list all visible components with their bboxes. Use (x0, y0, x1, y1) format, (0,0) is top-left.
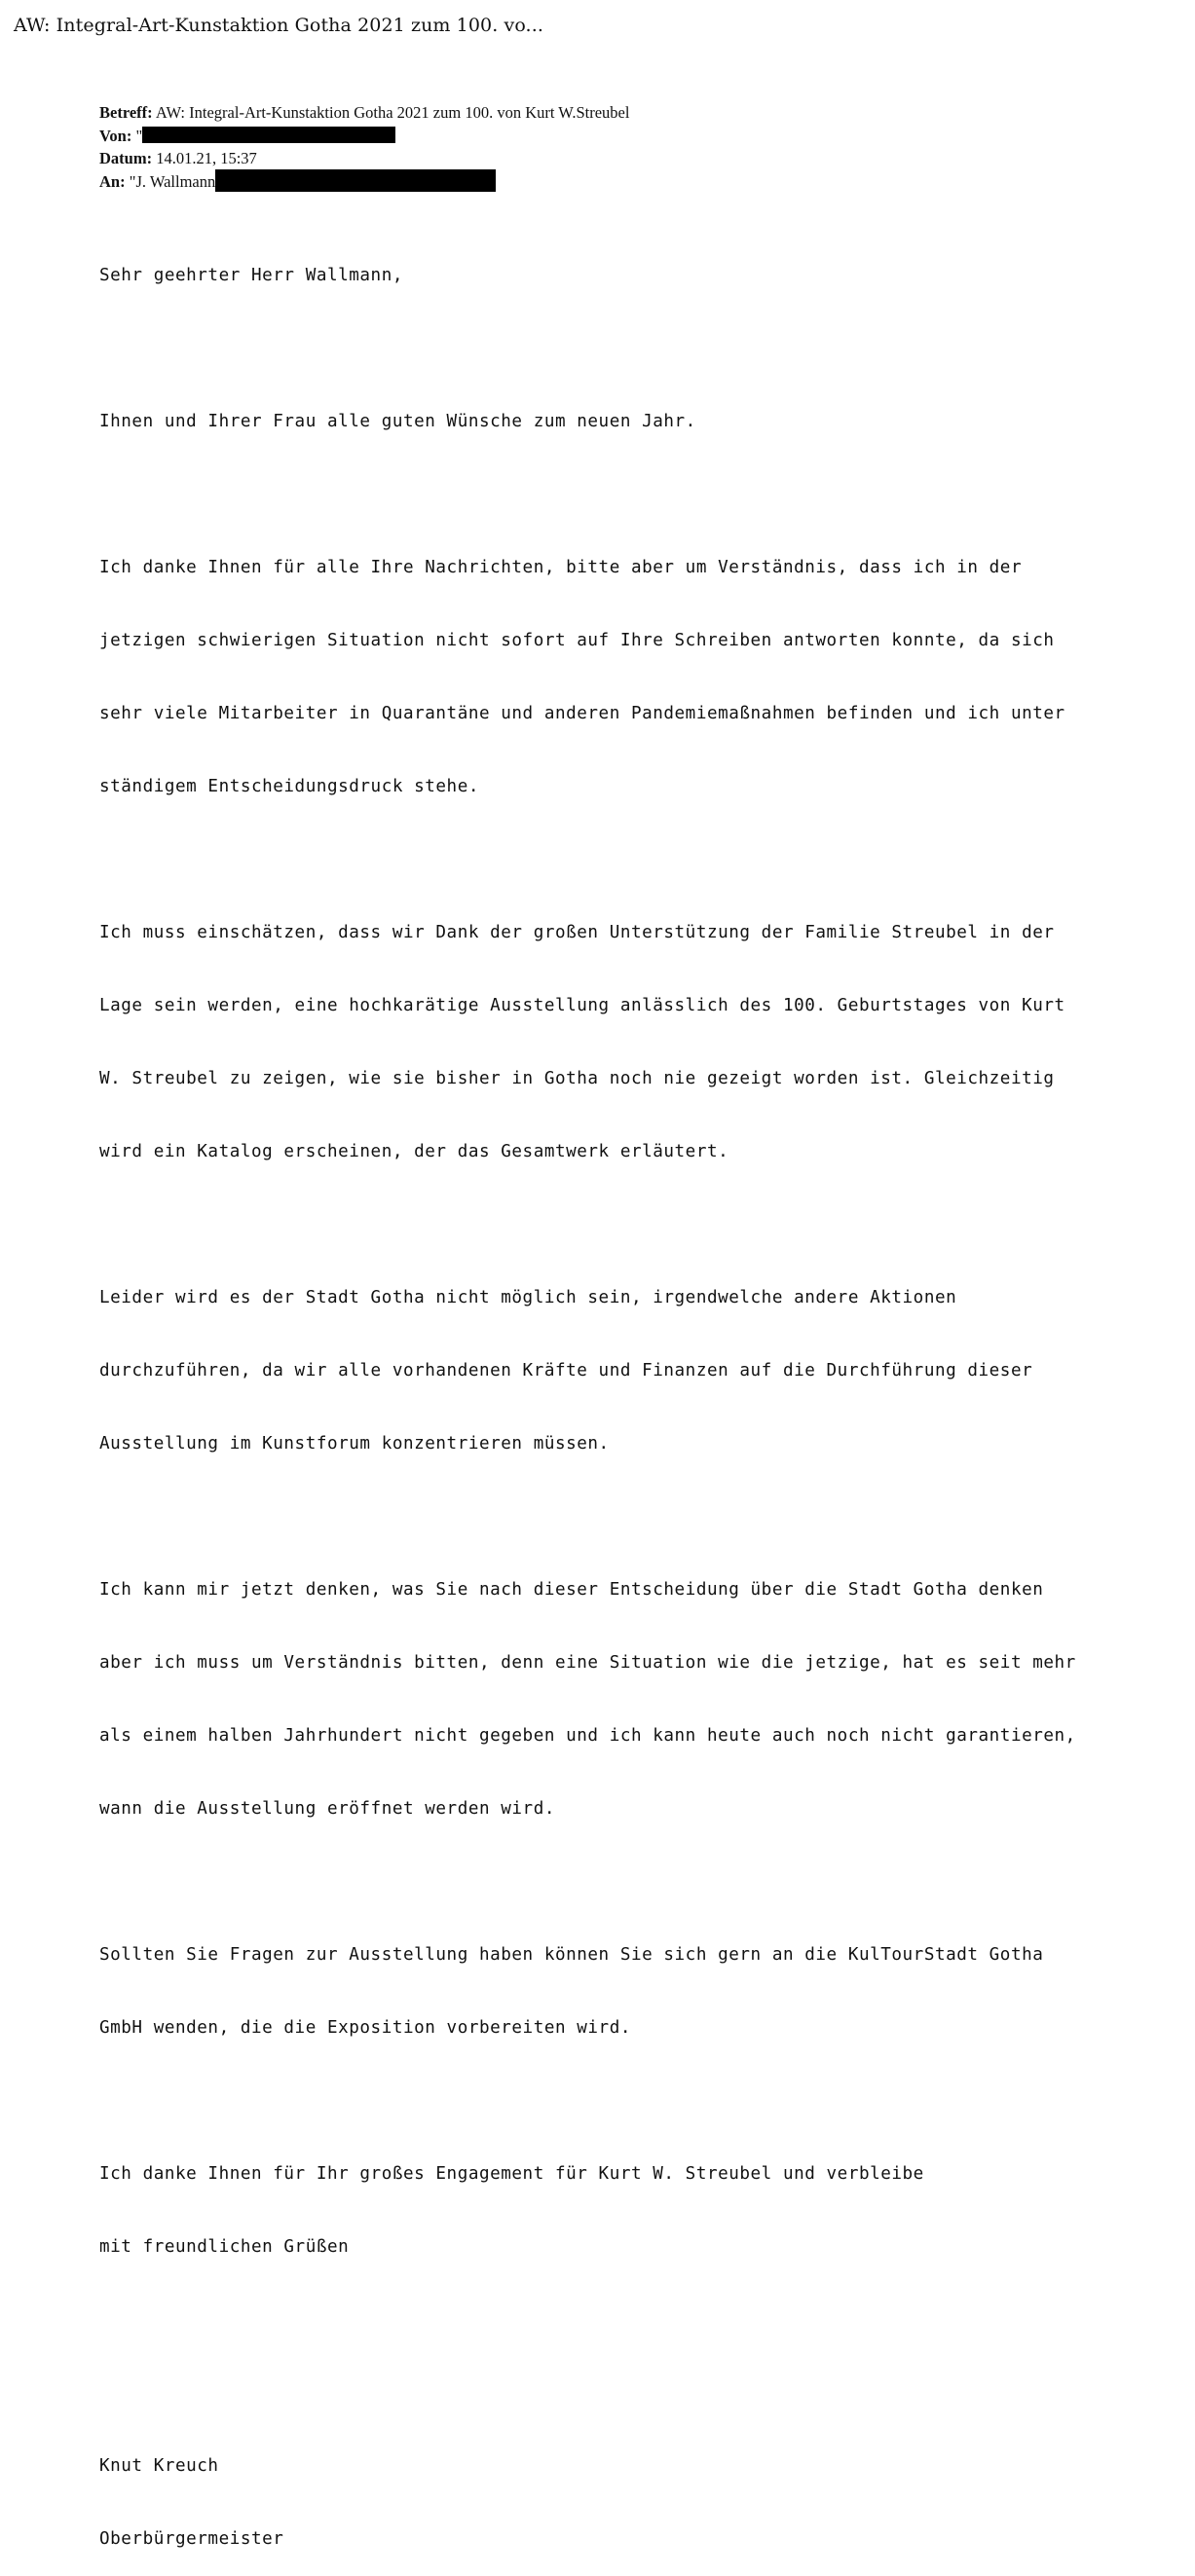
body-line: Leider wird es der Stadt Gotha nicht möglich sein, irgendwelche andere Aktionen (99, 1288, 957, 1307)
body-line (99, 2089, 1076, 2114)
body-line: Ihnen und Ihrer Frau alle guten Wünsche zum neuen Jahr. (99, 412, 696, 431)
body-line: durchzuführen, da wir alle vorhandenen Kräfte und Finanzen auf die Durchführung dieser (99, 1361, 1033, 1380)
date-label: Datum: (99, 149, 153, 167)
body-line: GmbH wenden, die die Exposition vorbereiten wird. (99, 2018, 631, 2038)
from-value: " (135, 126, 143, 145)
body-line: wann die Ausstellung eröffnet werden wird. (99, 1799, 555, 1819)
body-line: mit freundlichen Grüßen (99, 2237, 350, 2257)
body-line: sehr viele Mitarbeiter in Quarantäne und anderen Pandemiemaßnahmen befinden und ich unter (99, 704, 1065, 723)
to-row (99, 170, 629, 194)
body-line (99, 2308, 1076, 2333)
body-line: Sollten Sie Fragen zur Ausstellung haben können Sie sich gern an die KulTourStadt Gotha (99, 1945, 1044, 1965)
body-line (99, 1870, 1076, 1895)
body-line: Ich danke Ihnen für Ihr großes Engagement für Kurt W. Streubel und verbleibe (99, 2164, 924, 2184)
to-redaction-bar (215, 169, 496, 192)
subject-label: Betreff: (99, 103, 153, 122)
body-line: ständigem Entscheidungsdruck stehe. (99, 777, 479, 796)
body-line: W. Streubel zu zeigen, wie sie bisher in Gotha noch nie gezeigt worden ist. Gleichzeitig (99, 1069, 1055, 1088)
from-label: Von: (99, 126, 132, 145)
body-line: wird ein Katalog erscheinen, der das Gesamtwerk erläutert. (99, 1142, 729, 1161)
body-line: Ich kann mir jetzt denken, was Sie nach dieser Entscheidung über die Stadt Gotha denken (99, 1580, 1044, 1600)
to-label: An: (99, 171, 126, 191)
from-redaction-bar (142, 127, 395, 143)
body-line: Sehr geehrter Herr Wallmann, (99, 266, 403, 285)
body-line: Ausstellung im Kunstforum konzentrieren müssen. (99, 1434, 610, 1454)
body-line (99, 483, 1076, 507)
body-line (99, 337, 1076, 361)
date-row (99, 147, 629, 170)
body-line: aber ich muss um Verständnis bitten, denn eine Situation wie die jetzige, hat es seit mehr (99, 1653, 1076, 1673)
to-value: "J. Wallmann (129, 171, 216, 191)
body-line: jetzigen schwierigen Situation nicht sofort auf Ihre Schreiben antworten konnte, da sich (99, 631, 1055, 650)
subject-value: AW: Integral-Art-Kunstaktion Gotha 2021 zum 100. von Kurt W.Streubel (155, 103, 630, 122)
body-line: Lage sein werden, eine hochkarätige Ausstellung anlässlich des 100. Geburtstages von Kurt (99, 996, 1065, 1015)
body-line: Ich muss einschätzen, dass wir Dank der großen Unterstützung der Familie Streubel in der (99, 923, 1055, 942)
body-line (99, 2381, 1076, 2406)
from-row (99, 125, 629, 148)
signature-title: Oberbürgermeister (99, 2529, 284, 2549)
body-line (99, 848, 1076, 872)
subject-row (99, 101, 629, 125)
body-line: als einem halben Jahrhundert nicht gegeben und ich kann heute auch noch nicht garantieren, (99, 1726, 1076, 1746)
body-line (99, 1505, 1076, 1529)
signature-name: Knut Kreuch (99, 2456, 219, 2476)
body-line: Ich danke Ihnen für alle Ihre Nachrichten, bitte aber um Verständnis, dass ich in der (99, 558, 1023, 577)
date-value: 14.01.21, 15:37 (156, 149, 257, 167)
email-header (99, 101, 629, 193)
email-body (99, 215, 1076, 2576)
document-title: AW: Integral-Art-Kunstaktion Gotha 2021 zum 100. vo... (14, 15, 543, 36)
body-line (99, 1213, 1076, 1237)
